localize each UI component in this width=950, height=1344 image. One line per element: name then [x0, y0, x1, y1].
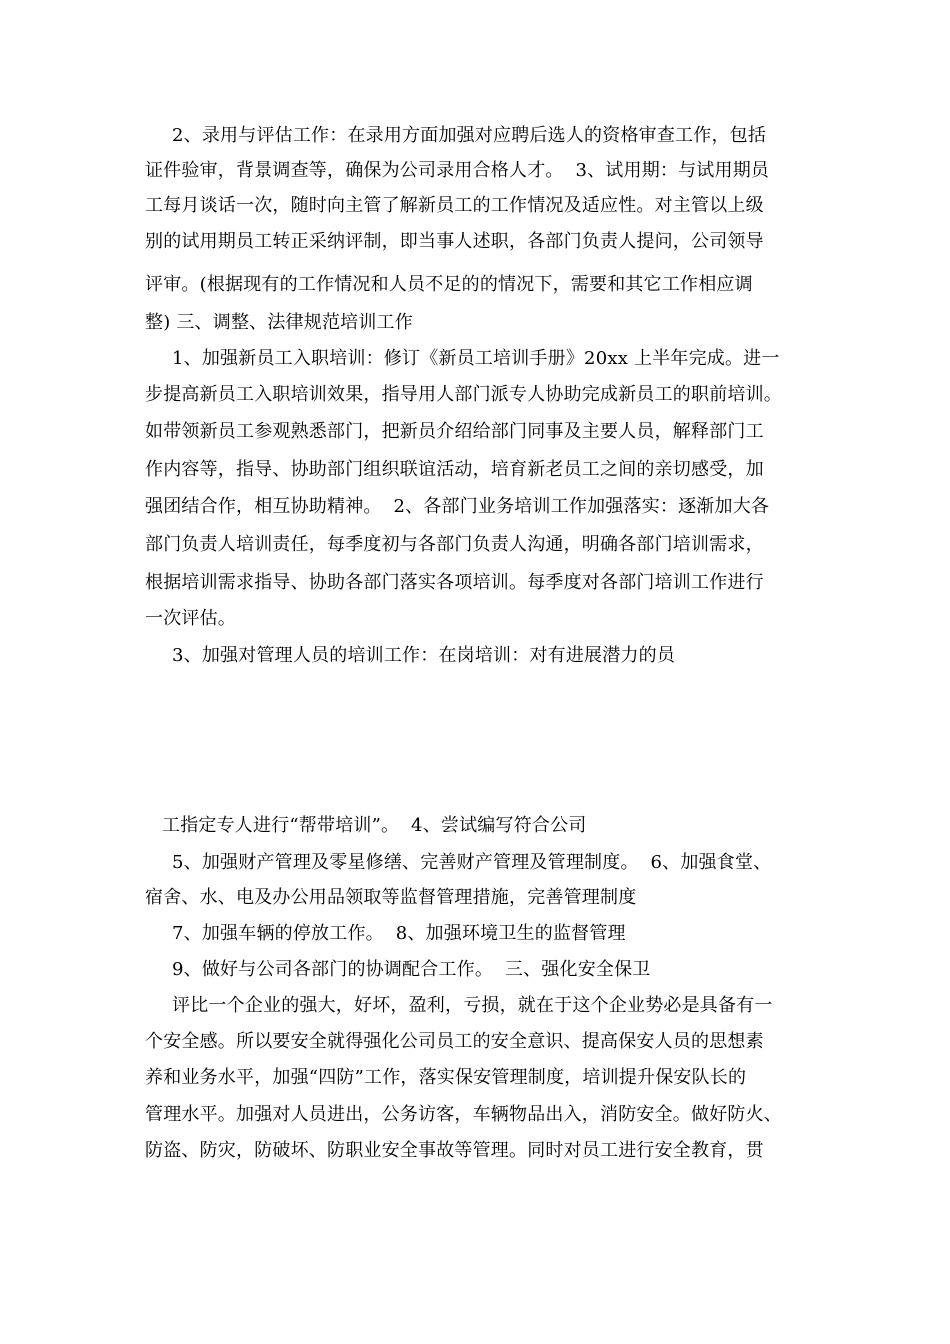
text-line: 根据培训需求指导、协助各部门落实各项培训。每季度对各部门培训工作进行 [145, 572, 764, 593]
text-line: 工指定专人进行“帮带培训”。 4、尝试编写符合公司 [162, 815, 587, 836]
text-line: 作内容等，指导、协助部门组织联谊活动，培育新老员工之间的亲切感受，加 [145, 459, 764, 480]
text-line: 整) 三、调整、法律规范培训工作 [145, 312, 413, 333]
text-line: 个安全感。所以要安全就得强化公司员工的安全意识、提高保安人员的思想素 [145, 1031, 764, 1052]
text-line: 养和业务水平，加强“四防”工作，落实保安管理制度，培训提升保安队长的 [145, 1067, 747, 1088]
text-line: 别的试用期员工转正采纳评制，即当事人述职，各部门负责人提问，公司领导 [145, 231, 764, 252]
text-line: 2、录用与评估工作：在录用方面加强对应聘后选人的资格审查工作，包括 [172, 125, 767, 146]
text-line: 评比一个企业的强大，好坏，盈利，亏损，就在于这个企业势必是具备有一 [172, 995, 773, 1016]
text-line: 证件验审，背景调查等，确保为公司录用合格人才。 3、试用期：与试用期员 [145, 160, 770, 181]
text-line: 一次评估。 [145, 608, 236, 629]
text-line: 强团结合作，相互协助精神。 2、各部门业务培训工作加强落实：逐渐加大各 [145, 496, 770, 517]
text-line: 评审。(根据现有的工作情况和人员不足的的情况下，需要和其它工作相应调 [145, 274, 753, 295]
text-line: 部门负责人培训责任，每季度初与各部门负责人沟通，明确各部门培训需求， [145, 534, 764, 555]
text-line: 工每月谈话一次，随时向主管了解新员工的工作情况及适应性。对主管以上级 [145, 195, 764, 216]
text-line: 管理水平。加强对人员进出，公务访客，车辆物品出入，消防安全。做好防火、 [145, 1104, 782, 1125]
text-line: 宿舍、水、电及办公用品领取等监督管理措施，完善管理制度 [145, 887, 637, 908]
text-line: 1、加强新员工入职培训：修订《新员工培训手册》20xx 上半年完成。进一 [172, 348, 780, 369]
text-line: 防盗、防灾，防破坏、防职业安全事故等管理。同时对员工进行安全教育，贯 [145, 1140, 764, 1161]
text-line: 5、加强财产管理及零星修缮、完善财产管理及管理制度。 6、加强食堂、 [172, 852, 772, 873]
text-line: 步提高新员工入职培训效果，指导用人部门派专人协助完成新员工的职前培训。 [145, 384, 782, 405]
text-line: 7、加强车辆的停放工作。 8、加强环境卫生的监督管理 [172, 923, 626, 944]
text-line: 9、做好与公司各部门的协调配合工作。 三、强化安全保卫 [172, 959, 651, 980]
text-line: 3、加强对管理人员的培训工作：在岗培训：对有进展潜力的员 [172, 645, 676, 666]
text-line: 如带领新员工参观熟悉部门，把新员介绍给部门同事及主要人员，解释部门工 [145, 421, 764, 442]
